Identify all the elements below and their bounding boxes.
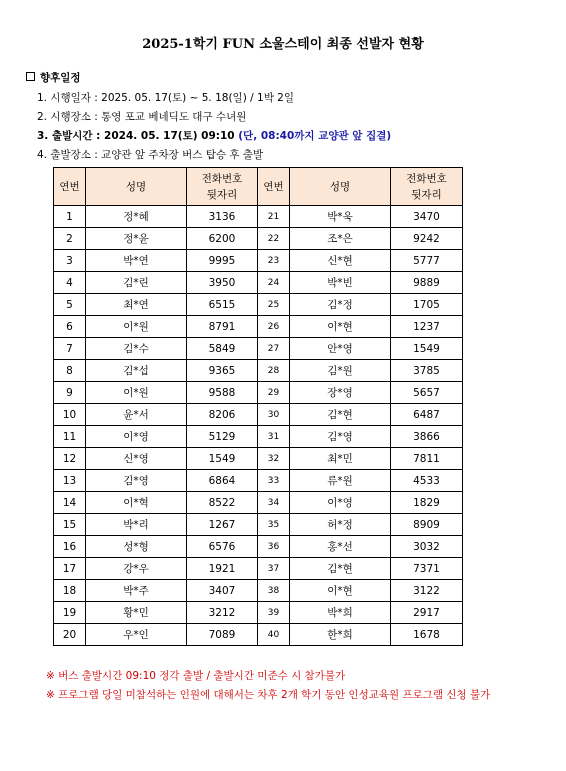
table-row <box>54 206 463 228</box>
departure-time-text: 3. 출발시간 : 2024. 05. 17(토) 09:10 <box>37 130 235 142</box>
row-phone-cell: 5849 <box>187 338 258 360</box>
row-num-cell: 3 <box>54 250 86 272</box>
note-absence-penalty: ※ 프로그램 당일 미참석하는 인원에 대해서는 차후 2개 학기 동안 인성교육원 프로그램 신청 불가 <box>46 689 491 701</box>
row-num-cell: 39 <box>258 602 290 624</box>
table-row <box>54 404 463 426</box>
row-phone-cell: 3785 <box>391 360 463 382</box>
section-label: 향후일정 <box>40 72 81 84</box>
info-line-date: 1. 시행일자 : 2025. 05. 17(토) ~ 5. 18(일) / 1박 2일 <box>37 92 294 104</box>
table-row <box>54 536 463 558</box>
row-name-cell: 우*인 <box>86 624 187 646</box>
row-num-cell: 25 <box>258 294 290 316</box>
row-num-cell: 7 <box>54 338 86 360</box>
row-name-cell: 황*민 <box>86 602 187 624</box>
row-phone-cell: 9889 <box>391 272 463 294</box>
row-name-cell: 최*민 <box>290 448 391 470</box>
row-name-cell: 김*섭 <box>86 360 187 382</box>
row-name-cell: 성*형 <box>86 536 187 558</box>
row-phone-cell: 8909 <box>391 514 463 536</box>
row-phone-cell: 3407 <box>187 580 258 602</box>
row-phone-cell: 3122 <box>391 580 463 602</box>
row-name-cell: 조*은 <box>290 228 391 250</box>
row-phone-cell: 1829 <box>391 492 463 514</box>
row-phone-cell: 6200 <box>187 228 258 250</box>
row-phone-cell: 1549 <box>187 448 258 470</box>
row-name-cell: 정*윤 <box>86 228 187 250</box>
table-body <box>54 206 463 646</box>
row-num-cell: 29 <box>258 382 290 404</box>
row-phone-cell: 5777 <box>391 250 463 272</box>
table-row <box>54 316 463 338</box>
row-num-cell: 34 <box>258 492 290 514</box>
row-phone-cell: 1921 <box>187 558 258 580</box>
row-phone-cell: 9588 <box>187 382 258 404</box>
row-phone-cell: 9242 <box>391 228 463 250</box>
row-phone-cell: 3866 <box>391 426 463 448</box>
table-row <box>54 382 463 404</box>
row-name-cell: 류*원 <box>290 470 391 492</box>
row-num-cell: 28 <box>258 360 290 382</box>
table-row <box>54 294 463 316</box>
table-row <box>54 250 463 272</box>
row-phone-cell: 2917 <box>391 602 463 624</box>
row-num-cell: 12 <box>54 448 86 470</box>
table-row <box>54 558 463 580</box>
page-title: 2025-1학기 FUN 소울스테이 최종 선발자 현황 <box>142 37 424 52</box>
row-num-cell: 16 <box>54 536 86 558</box>
departure-time-note: (단, 08:40까지 교양관 앞 집결) <box>238 130 392 142</box>
row-name-cell: 윤*서 <box>86 404 187 426</box>
row-num-cell: 19 <box>54 602 86 624</box>
section-heading <box>26 70 81 85</box>
row-name-cell: 장*영 <box>290 382 391 404</box>
row-name-cell: 신*영 <box>86 448 187 470</box>
row-phone-cell: 6515 <box>187 294 258 316</box>
row-name-cell: 허*정 <box>290 514 391 536</box>
header-phone: 전화번호 뒷자리 <box>187 168 258 206</box>
row-name-cell: 박*희 <box>290 602 391 624</box>
row-num-cell: 5 <box>54 294 86 316</box>
row-phone-cell: 1678 <box>391 624 463 646</box>
row-phone-cell: 8206 <box>187 404 258 426</box>
row-name-cell: 이*영 <box>290 492 391 514</box>
header-name: 성명 <box>86 168 187 206</box>
row-num-cell: 40 <box>258 624 290 646</box>
row-phone-cell: 1237 <box>391 316 463 338</box>
row-num-cell: 9 <box>54 382 86 404</box>
row-phone-cell: 7371 <box>391 558 463 580</box>
row-num-cell: 23 <box>258 250 290 272</box>
row-num-cell: 32 <box>258 448 290 470</box>
row-phone-cell: 3136 <box>187 206 258 228</box>
row-num-cell: 31 <box>258 426 290 448</box>
row-name-cell: 이*혁 <box>86 492 187 514</box>
row-name-cell: 김*정 <box>290 294 391 316</box>
row-phone-cell: 6576 <box>187 536 258 558</box>
row-name-cell: 홍*선 <box>290 536 391 558</box>
table-row <box>54 580 463 602</box>
row-num-cell: 17 <box>54 558 86 580</box>
row-num-cell: 36 <box>258 536 290 558</box>
table-row <box>54 514 463 536</box>
row-num-cell: 37 <box>258 558 290 580</box>
row-phone-cell: 7811 <box>391 448 463 470</box>
row-name-cell: 이*원 <box>86 316 187 338</box>
table-row <box>54 426 463 448</box>
row-num-cell: 35 <box>258 514 290 536</box>
row-name-cell: 안*영 <box>290 338 391 360</box>
row-phone-cell: 8522 <box>187 492 258 514</box>
row-phone-cell: 5129 <box>187 426 258 448</box>
row-name-cell: 김*린 <box>86 272 187 294</box>
row-num-cell: 1 <box>54 206 86 228</box>
row-name-cell: 정*혜 <box>86 206 187 228</box>
row-num-cell: 30 <box>258 404 290 426</box>
row-name-cell: 김*원 <box>290 360 391 382</box>
roster-table <box>53 167 463 646</box>
row-num-cell: 10 <box>54 404 86 426</box>
info-line-departure-time <box>37 128 391 143</box>
row-name-cell: 김*영 <box>290 426 391 448</box>
table-row <box>54 272 463 294</box>
checkbox-square-icon <box>26 72 35 81</box>
table-header-row <box>54 168 463 206</box>
table-row <box>54 448 463 470</box>
row-name-cell: 김*수 <box>86 338 187 360</box>
row-name-cell: 이*현 <box>290 316 391 338</box>
row-num-cell: 11 <box>54 426 86 448</box>
row-num-cell: 14 <box>54 492 86 514</box>
info-line-departure-place: 4. 출발장소 : 교양관 앞 주차장 버스 탑승 후 출발 <box>37 149 264 161</box>
row-num-cell: 24 <box>258 272 290 294</box>
row-name-cell: 박*빈 <box>290 272 391 294</box>
row-num-cell: 21 <box>258 206 290 228</box>
row-num-cell: 38 <box>258 580 290 602</box>
row-name-cell: 박*리 <box>86 514 187 536</box>
row-name-cell: 박*주 <box>86 580 187 602</box>
row-num-cell: 13 <box>54 470 86 492</box>
row-num-cell: 15 <box>54 514 86 536</box>
header-phone: 전화번호 뒷자리 <box>391 168 463 206</box>
header-num: 연번 <box>54 168 86 206</box>
row-phone-cell: 1267 <box>187 514 258 536</box>
row-phone-cell: 1549 <box>391 338 463 360</box>
row-phone-cell: 3032 <box>391 536 463 558</box>
row-phone-cell: 7089 <box>187 624 258 646</box>
row-phone-cell: 3470 <box>391 206 463 228</box>
row-name-cell: 신*현 <box>290 250 391 272</box>
table-row <box>54 470 463 492</box>
row-num-cell: 6 <box>54 316 86 338</box>
row-name-cell: 박*연 <box>86 250 187 272</box>
note-bus-departure: ※ 버스 출발시간 09:10 정각 출발 / 출발시간 미준수 시 참가불가 <box>46 670 346 682</box>
row-name-cell: 최*연 <box>86 294 187 316</box>
row-num-cell: 18 <box>54 580 86 602</box>
row-name-cell: 한*희 <box>290 624 391 646</box>
row-num-cell: 2 <box>54 228 86 250</box>
row-name-cell: 이*원 <box>86 382 187 404</box>
row-num-cell: 26 <box>258 316 290 338</box>
table-row <box>54 360 463 382</box>
row-phone-cell: 6864 <box>187 470 258 492</box>
row-name-cell: 김*영 <box>86 470 187 492</box>
table-row <box>54 338 463 360</box>
header-name: 성명 <box>290 168 391 206</box>
row-phone-cell: 5657 <box>391 382 463 404</box>
row-name-cell: 이*현 <box>290 580 391 602</box>
row-phone-cell: 4533 <box>391 470 463 492</box>
row-name-cell: 김*현 <box>290 558 391 580</box>
row-phone-cell: 3950 <box>187 272 258 294</box>
table-row <box>54 228 463 250</box>
row-name-cell: 강*우 <box>86 558 187 580</box>
row-phone-cell: 9365 <box>187 360 258 382</box>
table-row <box>54 624 463 646</box>
row-name-cell: 이*영 <box>86 426 187 448</box>
row-phone-cell: 1705 <box>391 294 463 316</box>
row-phone-cell: 9995 <box>187 250 258 272</box>
row-num-cell: 4 <box>54 272 86 294</box>
table-row <box>54 602 463 624</box>
row-num-cell: 20 <box>54 624 86 646</box>
row-phone-cell: 6487 <box>391 404 463 426</box>
row-phone-cell: 3212 <box>187 602 258 624</box>
row-num-cell: 33 <box>258 470 290 492</box>
row-num-cell: 27 <box>258 338 290 360</box>
row-num-cell: 22 <box>258 228 290 250</box>
row-phone-cell: 8791 <box>187 316 258 338</box>
row-name-cell: 박*욱 <box>290 206 391 228</box>
header-num: 연번 <box>258 168 290 206</box>
table-row <box>54 492 463 514</box>
row-name-cell: 김*현 <box>290 404 391 426</box>
info-line-place: 2. 시행장소 : 통영 포교 베네딕도 대구 수녀원 <box>37 111 247 123</box>
row-num-cell: 8 <box>54 360 86 382</box>
